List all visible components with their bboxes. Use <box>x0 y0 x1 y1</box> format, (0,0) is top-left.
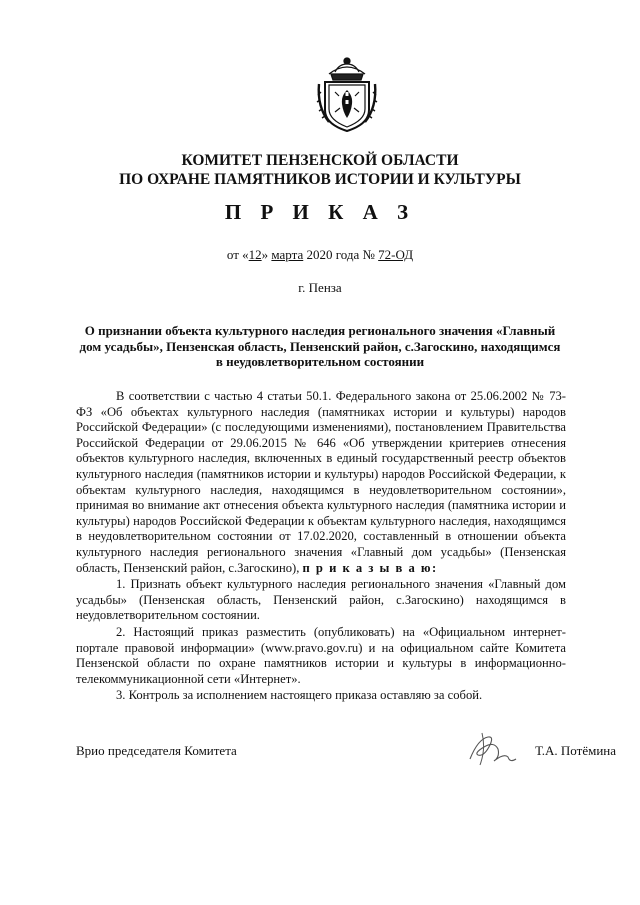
date-mid: » <box>261 247 272 262</box>
committee-name <box>80 151 560 189</box>
date-prefix: от « <box>226 247 249 262</box>
order-item-3: 3. Контроль за исполнением настоящего приказа оставляю за собой. <box>116 688 483 703</box>
handwritten-signature-icon <box>464 729 522 769</box>
committee-line-2: ПО ОХРАНЕ ПАМЯТНИКОВ ИСТОРИИ И КУЛЬТУРЫ <box>119 171 521 188</box>
document-type-heading: П Р И К А З <box>224 200 416 224</box>
order-verb: п р и к а з ы в а ю: <box>302 560 438 575</box>
city-line: г. Пенза <box>298 280 342 295</box>
order-body <box>76 389 566 704</box>
signatory-name: Т.А. Потёмина <box>535 743 616 758</box>
date-day: 12 <box>248 247 262 262</box>
order-item-2: 2. Настоящий приказ разместить (опубликовать) на «Официальном интернет-портале правовой информации» (www.pravo.gov.ru) и на официальном сайте Комитета Пензенской области по охране памятников истории и культуры в информационно-телекоммуникационной сети «Интернет». <box>76 624 566 686</box>
preamble-paragraph <box>76 389 566 576</box>
date-year: 2020 года № <box>303 247 379 262</box>
coat-of-arms-icon <box>315 52 379 134</box>
order-title: О признании объекта культурного наследия регионального значения «Главный дом усадьбы», Пензенская область, Пензенский район, с.Загоскино, находящимся в неудовлетворительном состоянии <box>79 323 561 369</box>
order-number: 72-ОД <box>378 247 414 262</box>
order-date-line <box>0 247 640 263</box>
signatory-position: Врио председателя Комитета <box>76 743 237 758</box>
date-month: марта <box>271 247 304 262</box>
preamble-text: В соответствии с частью 4 статьи 50.1. Федерального закона от 25.06.2002 № 73-ФЗ «Об объектах культурного наследия (памятниках истории и культуры) народов Российской Федерации» (с последующими изменениями), постановлением Правительства Российской Федерации от 29.06.2015 № 646 «Об утверждении критериев отнесения объектов культурного наследия, включенных в единый государственный реестр объектов культурного наследия (памятников истории и культуры) народов Российской Федерации, к объектам культурного наследия, находящимся в неудовлетворительном состоянии», принимая во внимание акт отнесения объекта культурного наследия (памятника истории и культуры) народов Российской Федерации к объектам культурного наследия, находящимся в неудовлетворительном состоянии от 17.02.2020, составленный в отношении объекта культурного наследия регионального значения «Главный дом усадьбы» (Пензенская область, Пензенский район, с.Загоскино), <box>76 389 566 575</box>
order-item-1: 1. Признать объект культурного наследия регионального значения «Главный дом усадьбы» (Пензенская область, Пензенский район, с.Загоскино) находящимся в неудовлетворительном состоянии. <box>76 577 566 623</box>
committee-line-1: КОМИТЕТ ПЕНЗЕНСКОЙ ОБЛАСТИ <box>181 152 459 169</box>
